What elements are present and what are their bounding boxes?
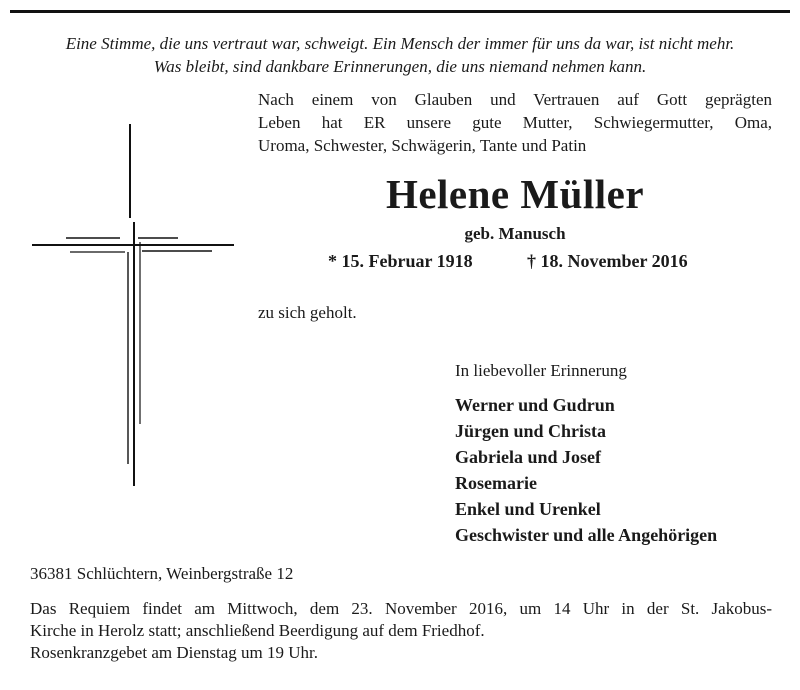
called-home-text: zu sich geholt. [258, 303, 357, 322]
service-line-1: Das Requiem findet am Mittwoch, dem 23. November 2016, um 14 Uhr in der St. Jakobus- [30, 599, 772, 618]
mourner-item: Enkel und Urenkel [455, 499, 601, 519]
deceased-name: Helene Müller [385, 171, 645, 217]
mourner-item: Gabriela und Josef [455, 447, 602, 467]
mourners-list [455, 392, 717, 548]
mourning-intro: In liebevoller Erinnerung [455, 361, 627, 380]
mourner-item: Jürgen und Christa [455, 421, 607, 441]
service-line-2: Kirche in Herolz statt; anschließend Beerdigung auf dem Friedhof. [30, 621, 485, 640]
intro-text [258, 88, 772, 157]
address: 36381 Schlüchtern, Weinbergstraße 12 [30, 564, 294, 583]
mourner-item: Werner und Gudrun [455, 395, 615, 415]
death-date: † 18. November 2016 [527, 251, 688, 271]
intro-line-2: Leben hat ER unsere gute Mutter, Schwiegermutter, Oma, [258, 113, 772, 132]
motto [20, 32, 780, 78]
service-line-3: Rosenkranzgebet am Dienstag um 19 Uhr. [30, 643, 318, 662]
intro-line-3: Uroma, Schwester, Schwägerin, Tante und Patin [258, 136, 587, 155]
intro-line-1: Nach einem von Glauben und Vertrauen auf Gott geprägten [258, 90, 772, 109]
service-info [30, 598, 772, 664]
cross-icon [30, 124, 240, 492]
maiden-name: geb. Manusch [464, 224, 566, 243]
motto-line-1: Eine Stimme, die uns vertraut war, schweigt. Ein Mensch der immer für uns da war, ist nicht mehr. [65, 34, 735, 53]
birth-date: * 15. Februar 1918 [328, 251, 473, 271]
mourner-item: Geschwister und alle Angehörigen [455, 525, 718, 545]
mourner-item: Rosemarie [455, 473, 537, 493]
motto-line-2: Was bleibt, sind dankbare Erinnerungen, die uns niemand nehmen kann. [153, 57, 647, 76]
